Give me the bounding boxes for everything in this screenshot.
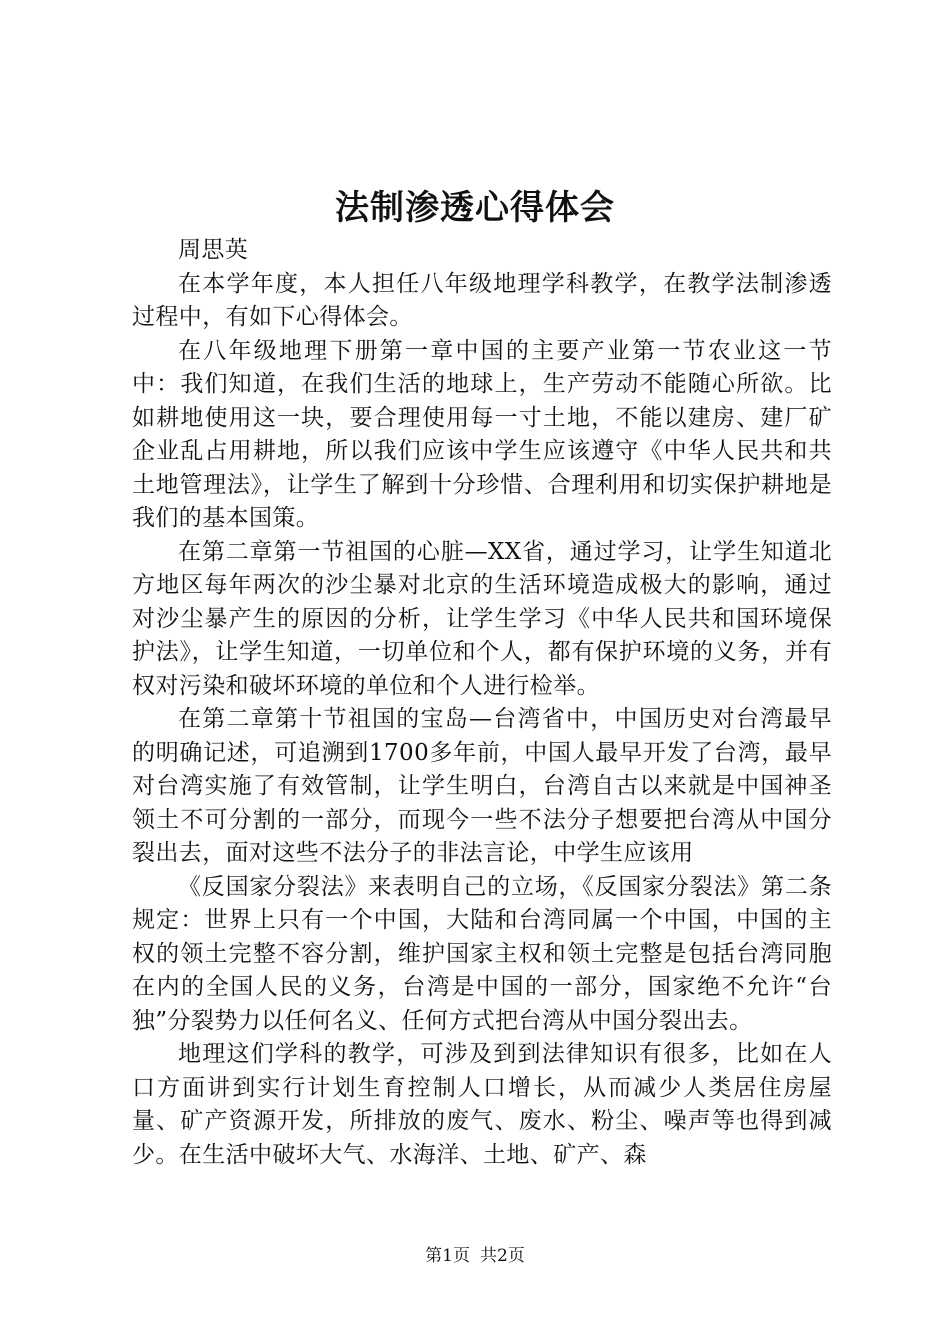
page-number: 第1页	[425, 1246, 470, 1266]
paragraph: 在第二章第一节祖国的心脏—XX省，通过学习，让学生知道北方地区每年两次的沙尘暴对北京的生活环境造成极大的影响，通过对沙尘暴产生的原因的分析，让学生学习《中华人民共和国环境保护法》，让学生知道，一切单位和个人，都有保护环境的义务，并有权对污染和破坏环境的单位和个人进行检举。	[132, 538, 832, 699]
page-footer	[0, 1244, 950, 1268]
document-title: 法制渗透心得体会	[335, 188, 615, 228]
author-name: 周思英	[178, 237, 249, 263]
paragraph: 在八年级地理下册第一章中国的主要产业第一节农业这一节中：我们知道，在我们生活的地球上，生产劳动不能随心所欲。比如耕地使用这一块，要合理使用每一寸土地，不能以建房、建厂矿企业乱占用耕地，所以我们应该中学生应该遵守《中华人民共和共土地管理法》，让学生了解到十分珍惜、合理利用和切实保护耕地是我们的基本国策。	[132, 337, 832, 531]
paragraph: 在本学年度，本人担任八年级地理学科教学，在教学法制渗透过程中，有如下心得体会。	[132, 270, 832, 330]
document-body	[132, 234, 832, 1172]
paragraph: 在第二章第十节祖国的宝岛—台湾省中，中国历史对台湾最早的明确记述，可追溯到1700多年前，中国人最早开发了台湾，最早对台湾实施了有效管制，让学生明白，台湾自古以来就是中国神圣领土不可分割的一部分，而现今一些不法分子想要把台湾从中国分裂出去，面对这些不法分子的非法言论，中学生应该用	[132, 706, 832, 866]
paragraph: 地理这们学科的教学，可涉及到到法律知识有很多，比如在人口方面讲到实行计划生育控制人口增长，从而减少人类居住房屋量、矿产资源开发，所排放的废气、废水、粉尘、噪声等也得到减少。在生活中破坏大气、水海洋、土地、矿产、森	[132, 1041, 832, 1168]
paragraph: 《反国家分裂法》来表明自己的立场，《反国家分裂法》第二条规定：世界上只有一个中国，大陆和台湾同属一个中国，中国的主权的领土完整不容分割，维护国家主权和领土完整是包括台湾同胞在内的全国人民的义务，台湾是中国的一部分，国家绝不允许“台独”分裂势力以任何名义、任何方式把台湾从中国分裂出去。	[132, 873, 832, 1034]
page-total: 共2页	[480, 1246, 525, 1266]
